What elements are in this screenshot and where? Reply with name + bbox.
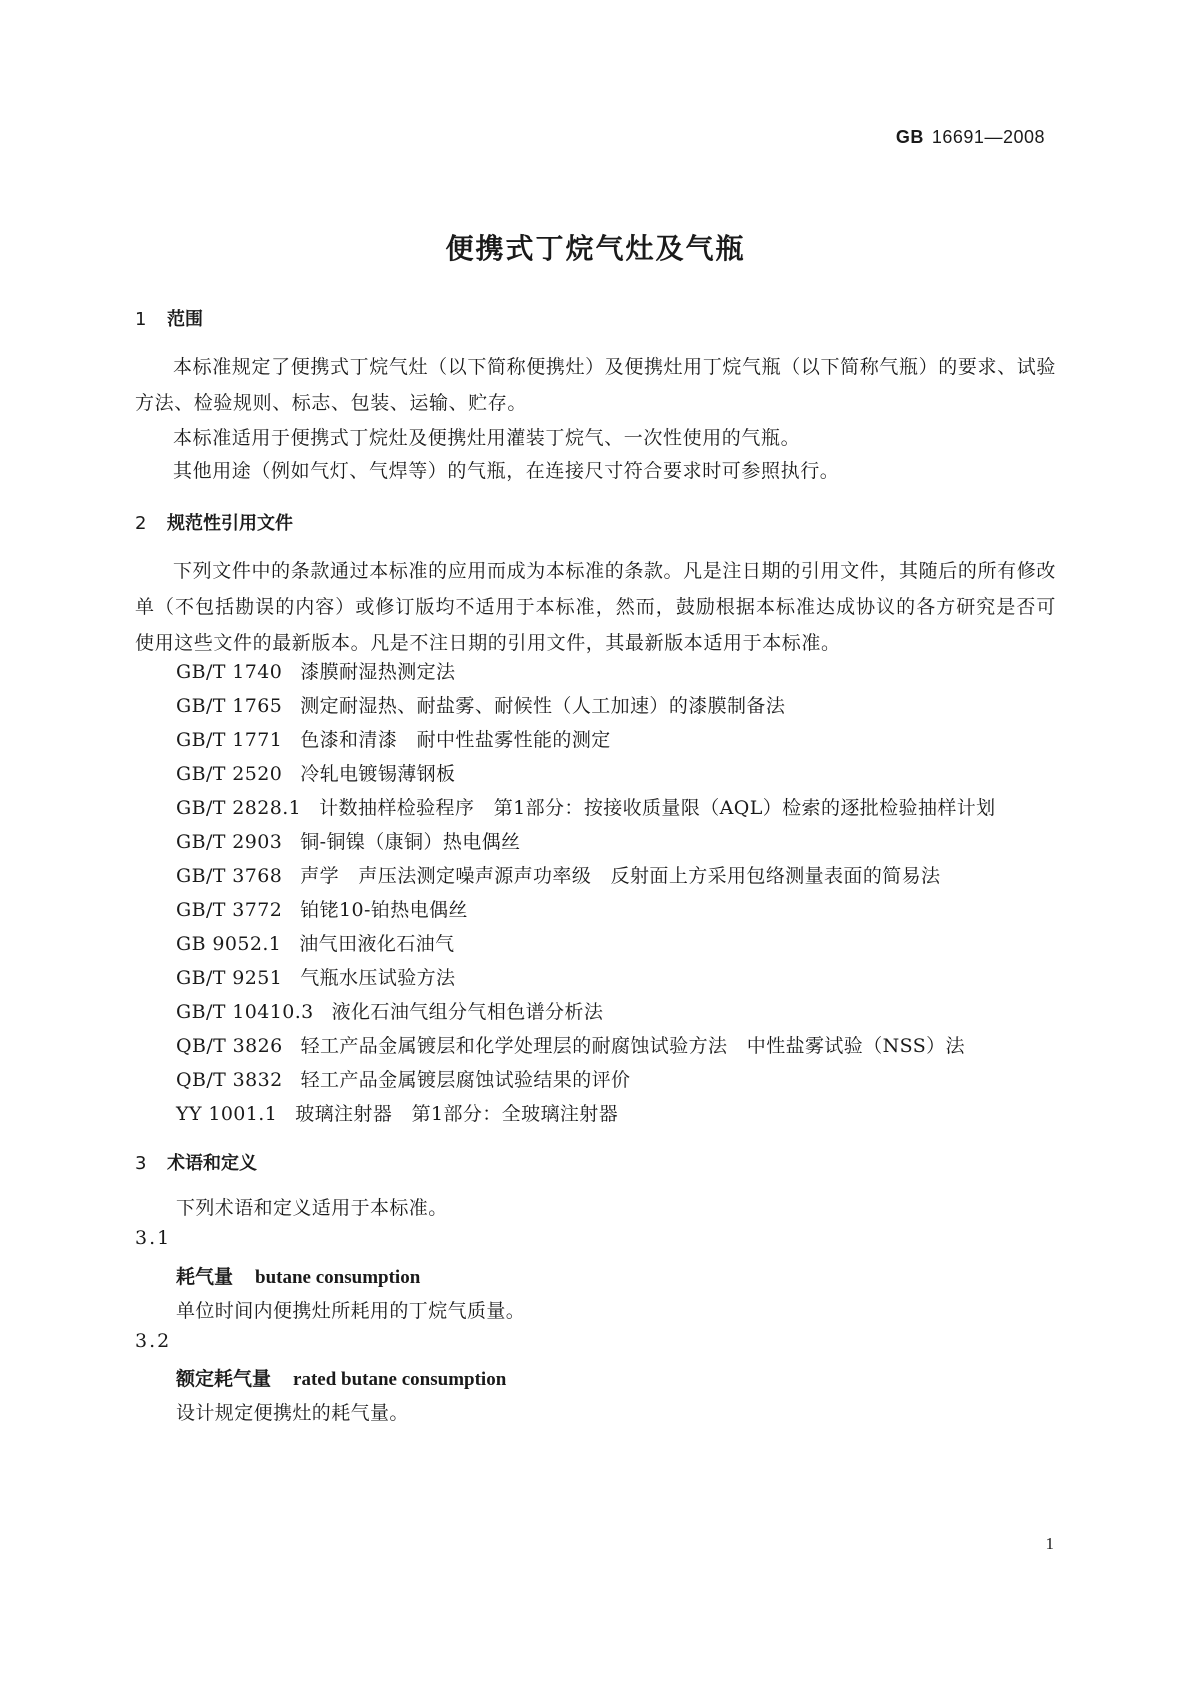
reference-item [176, 997, 603, 1024]
reference-title: 冷轧电镀锡薄钢板 [300, 763, 456, 785]
reference-title: 声学 声压法测定噪声源声功率级 反射面上方采用包络测量表面的简易法 [300, 865, 941, 887]
reference-item [176, 691, 785, 718]
clause-number: 3.1 [135, 1227, 172, 1249]
document-title: 便携式丁烷气灶及气瓶 [445, 232, 746, 265]
term-definition: 设计规定便携灶的耗气量。 [176, 1402, 409, 1424]
term-entry [176, 1364, 506, 1391]
scope-paragraph-3: 其他用途（例如气灯、气焊等）的气瓶，在连接尺寸符合要求时可参照执行。 [173, 460, 840, 482]
reference-title: 液化石油气组分气相色谱分析法 [331, 1001, 604, 1023]
standard-year-number: 16691—2008 [931, 127, 1045, 147]
section-title: 规范性引用文件 [167, 513, 293, 534]
standard-number [896, 127, 1045, 148]
reference-code: GB/T 2828.1 [176, 797, 302, 819]
section-3-heading [135, 1149, 257, 1175]
page-number: 1 [1045, 1534, 1054, 1553]
reference-title: 轻工产品金属镀层腐蚀试验结果的评价 [300, 1069, 631, 1091]
reference-code: QB/T 3826 [176, 1035, 283, 1057]
term-english: butane consumption [255, 1267, 421, 1288]
reference-item [176, 793, 996, 820]
terms-intro: 下列术语和定义适用于本标准。 [176, 1197, 448, 1219]
reference-item [176, 759, 455, 786]
reference-item [176, 657, 455, 684]
term-definition: 单位时间内便携灶所耗用的丁烷气质量。 [176, 1300, 526, 1322]
reference-title: 油气田液化石油气 [299, 933, 455, 955]
reference-code: GB/T 2903 [176, 831, 283, 853]
reference-code: GB/T 1765 [176, 695, 283, 717]
reference-code: GB/T 1740 [176, 661, 283, 683]
reference-title: 测定耐湿热、耐盐雾、耐候性（人工加速）的漆膜制备法 [300, 695, 786, 717]
section-1-heading [135, 305, 203, 331]
reference-code: GB/T 10410.3 [176, 1001, 314, 1023]
clause-number: 3.2 [135, 1330, 172, 1352]
reference-title: 漆膜耐湿热测定法 [300, 661, 456, 683]
reference-item [176, 895, 468, 922]
section-number: 3 [135, 1153, 147, 1174]
scope-paragraph-1: 本标准规定了便携式丁烷气灶（以下简称便携灶）及便携灶用丁烷气瓶（以下简称气瓶）的要求、试验方法、检验规则、标志、包装、运输、贮存。 [135, 356, 1056, 414]
reference-code: YY 1001.1 [176, 1103, 278, 1125]
section-number: 1 [135, 309, 147, 330]
term-chinese: 耗气量 [176, 1266, 234, 1288]
reference-title: 铂铑10-铂热电偶丝 [300, 899, 468, 921]
reference-code: GB/T 3772 [176, 899, 283, 921]
reference-item [176, 1031, 965, 1058]
reference-code: QB/T 3832 [176, 1069, 283, 1091]
section-2-heading [135, 509, 293, 535]
reference-code: GB/T 9251 [176, 967, 283, 989]
section-title: 术语和定义 [167, 1153, 257, 1174]
standard-code: GB [895, 127, 924, 147]
reference-item [176, 1065, 630, 1092]
reference-title: 气瓶水压试验方法 [300, 967, 456, 989]
reference-code: GB/T 1771 [176, 729, 283, 751]
term-chinese: 额定耗气量 [176, 1368, 272, 1390]
reference-item [176, 827, 520, 854]
reference-item [176, 1099, 618, 1126]
section-number: 2 [135, 513, 147, 534]
reference-title: 玻璃注射器 第1部分：全玻璃注射器 [295, 1103, 619, 1125]
reference-item [176, 861, 940, 888]
reference-item [176, 963, 455, 990]
term-english: rated butane consumption [293, 1369, 507, 1390]
reference-title: 铜-铜镍（康铜）热电偶丝 [300, 831, 521, 853]
term-entry [176, 1262, 420, 1289]
scope-paragraph-2: 本标准适用于便携式丁烷灶及便携灶用灌装丁烷气、一次性使用的气瓶。 [173, 427, 801, 449]
reference-item [176, 725, 611, 752]
reference-title: 色漆和清漆 耐中性盐雾性能的测定 [300, 729, 611, 751]
reference-title: 计数抽样检验程序 第1部分：按接收质量限（AQL）检索的逐批检验抽样计划 [319, 797, 996, 819]
normative-intro: 下列文件中的条款通过本标准的应用而成为本标准的条款。凡是注日期的引用文件，其随后的所有修改单（不包括勘误的内容）或修订版均不适用于本标准，然而，鼓励根据本标准达成协议的各方研究是否可使用这些文件的最新版本。凡是不注日期的引用文件，其最新版本适用于本标准。 [135, 560, 1056, 654]
section-title: 范围 [167, 309, 203, 330]
reference-code: GB/T 2520 [176, 763, 283, 785]
reference-code: GB/T 3768 [176, 865, 283, 887]
reference-item [176, 929, 454, 956]
reference-code: GB 9052.1 [176, 933, 282, 955]
reference-title: 轻工产品金属镀层和化学处理层的耐腐蚀试验方法 中性盐雾试验（NSS）法 [300, 1035, 965, 1057]
